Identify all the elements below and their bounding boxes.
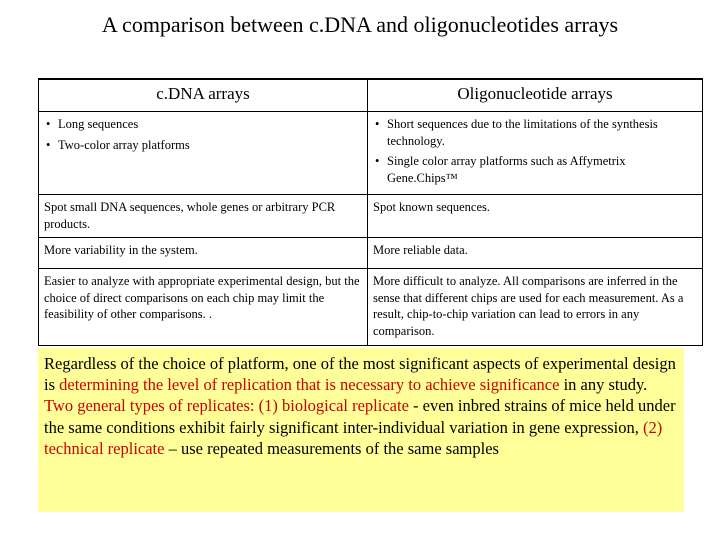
bullet-icon: • [46,137,51,152]
note-text: – use repeated measurements of the same samples [164,438,499,458]
bullet-icon: • [375,117,380,131]
table-row [39,269,703,346]
list-item: • Short sequences due to the limitations of the synthesis technology. [375,117,658,148]
comparison-table [38,78,703,346]
cell-oligo-features [368,112,703,195]
slide-title: A comparison between c.DNA and oligonucleotides arrays [101,12,619,37]
list-item: • Long sequences [46,117,139,131]
table-cell: Spot small DNA sequences, whole genes or arbitrary PCR products. [39,195,368,238]
note-highlight: determining the level of replication that is necessary to achieve significance [59,375,560,395]
bullet-icon: • [375,154,380,168]
list-item: • Two-color array platforms [46,137,190,152]
table-cell: More reliable data. [368,238,703,269]
note-text: - even inbred strains of mice held under the same conditions exhibit fairly significant inter-individual variation in gene expression, [44,396,676,437]
bullet-icon: • [46,117,51,131]
note-highlight: Two general types of replicates: (1) biological replicate [44,396,409,416]
table-cell: Easier to analyze with appropriate experimental design, but the choice of direct comparisons on each chip may limit the feasibility of other comparisons. . [39,269,368,346]
table-row [39,195,703,238]
replication-note [38,348,684,512]
header-oligo: Oligonucleotide arrays [368,79,703,112]
table-row [39,112,703,195]
note-text: Regardless of the choice of platform, one of the most significant aspects of experimental design is [44,354,676,395]
table-row [39,238,703,269]
table-cell: Spot known sequences. [368,195,703,238]
table-cell: More difficult to analyze. All comparisons are inferred in the sense that different chips are used for each measurement. As a result, chip-to-chip variation can lead to errors in any comparison. [368,269,703,346]
cell-cdna-features [39,112,368,195]
list-item: • Single color array platforms such as Affymetrix Gene.Chips™ [375,154,626,185]
header-cdna: c.DNA arrays [39,79,368,112]
note-text: in any study. [559,375,648,395]
note-highlight: (2) technical replicate [44,417,663,458]
table-cell: More variability in the system. [39,238,368,269]
table-header-row [39,79,703,112]
